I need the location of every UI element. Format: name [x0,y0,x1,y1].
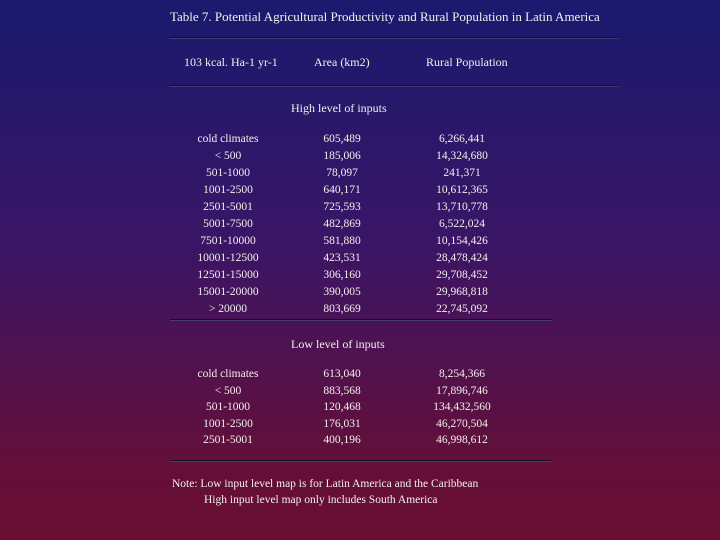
header-area: Area (km2) [314,55,370,69]
population-cell: 29,708,452 [436,269,488,281]
range-cell: 501-1000 [205,401,251,413]
population-cell: 6,266,441 [439,133,485,145]
area-cell: 306,160 [323,269,361,281]
area-cell: 120,468 [323,401,361,413]
section-heading-high: High level of inputs [291,101,387,115]
divider [170,85,618,87]
range-cell: 12501-15000 [197,269,259,281]
range-cell: 7501-10000 [200,235,256,247]
section-heading-low: Low level of inputs [291,337,385,351]
population-cell: 241,371 [443,167,481,179]
population-cell: 10,154,426 [436,235,488,247]
population-cell: 6,522,024 [439,218,485,230]
population-cell: 28,478,424 [436,252,488,264]
header-range: 103 kcal. Ha-1 yr-1 [184,55,278,69]
range-cell: < 500 [214,150,242,162]
range-cell: 15001-20000 [197,286,259,298]
population-cell: 22,745,092 [436,303,488,315]
range-cell: 1001-2500 [203,184,253,196]
range-cell: < 500 [214,384,242,397]
population-cell: 13,710,778 [436,201,488,213]
header-population: Rural Population [426,55,508,69]
range-cell: cold climates [197,368,259,380]
area-cell: 640,171 [323,184,361,196]
population-cell: 8,254,366 [439,368,485,380]
range-cell: 501-1000 [205,167,251,179]
divider [170,460,552,462]
area-cell: 581,880 [323,235,361,247]
population-cell: 134,432,560 [433,401,491,413]
range-cell: > 20000 [208,303,248,315]
area-cell: 725,593 [323,201,361,213]
population-cell: 46,270,504 [436,417,488,430]
area-cell: 390,005 [323,286,361,298]
range-cell: 1001-2500 [203,417,253,430]
area-cell: 400,196 [323,434,361,446]
population-cell: 10,612,365 [436,184,488,196]
population-cell: 29,968,818 [436,286,488,298]
range-cell: 10001-12500 [197,252,259,264]
range-cell: cold climates [197,133,259,145]
population-cell: 17,896,746 [436,384,488,397]
area-cell: 176,031 [323,417,361,430]
range-cell: 2501-5001 [203,201,253,213]
area-cell: 605,489 [323,133,361,145]
area-cell: 803,669 [323,303,361,315]
area-cell: 185,006 [323,150,361,162]
area-cell: 423,531 [323,252,361,264]
divider [170,37,618,39]
area-cell: 482,869 [323,218,361,230]
range-cell: 5001-7500 [203,218,253,230]
area-cell: 883,568 [323,384,361,397]
note-line-1: Note: Low input level map is for Latin America and the Caribbean [172,478,479,490]
table-title: Table 7. Potential Agricultural Productivity and Rural Population in Latin America [170,9,600,24]
area-cell: 78,097 [326,167,358,179]
divider [170,319,552,321]
population-cell: 46,998,612 [436,434,488,446]
area-cell: 613,040 [323,368,361,380]
note-line-2: High input level map only includes South America [204,494,438,506]
population-cell: 14,324,680 [436,150,488,162]
range-cell: 2501-5001 [203,434,253,446]
